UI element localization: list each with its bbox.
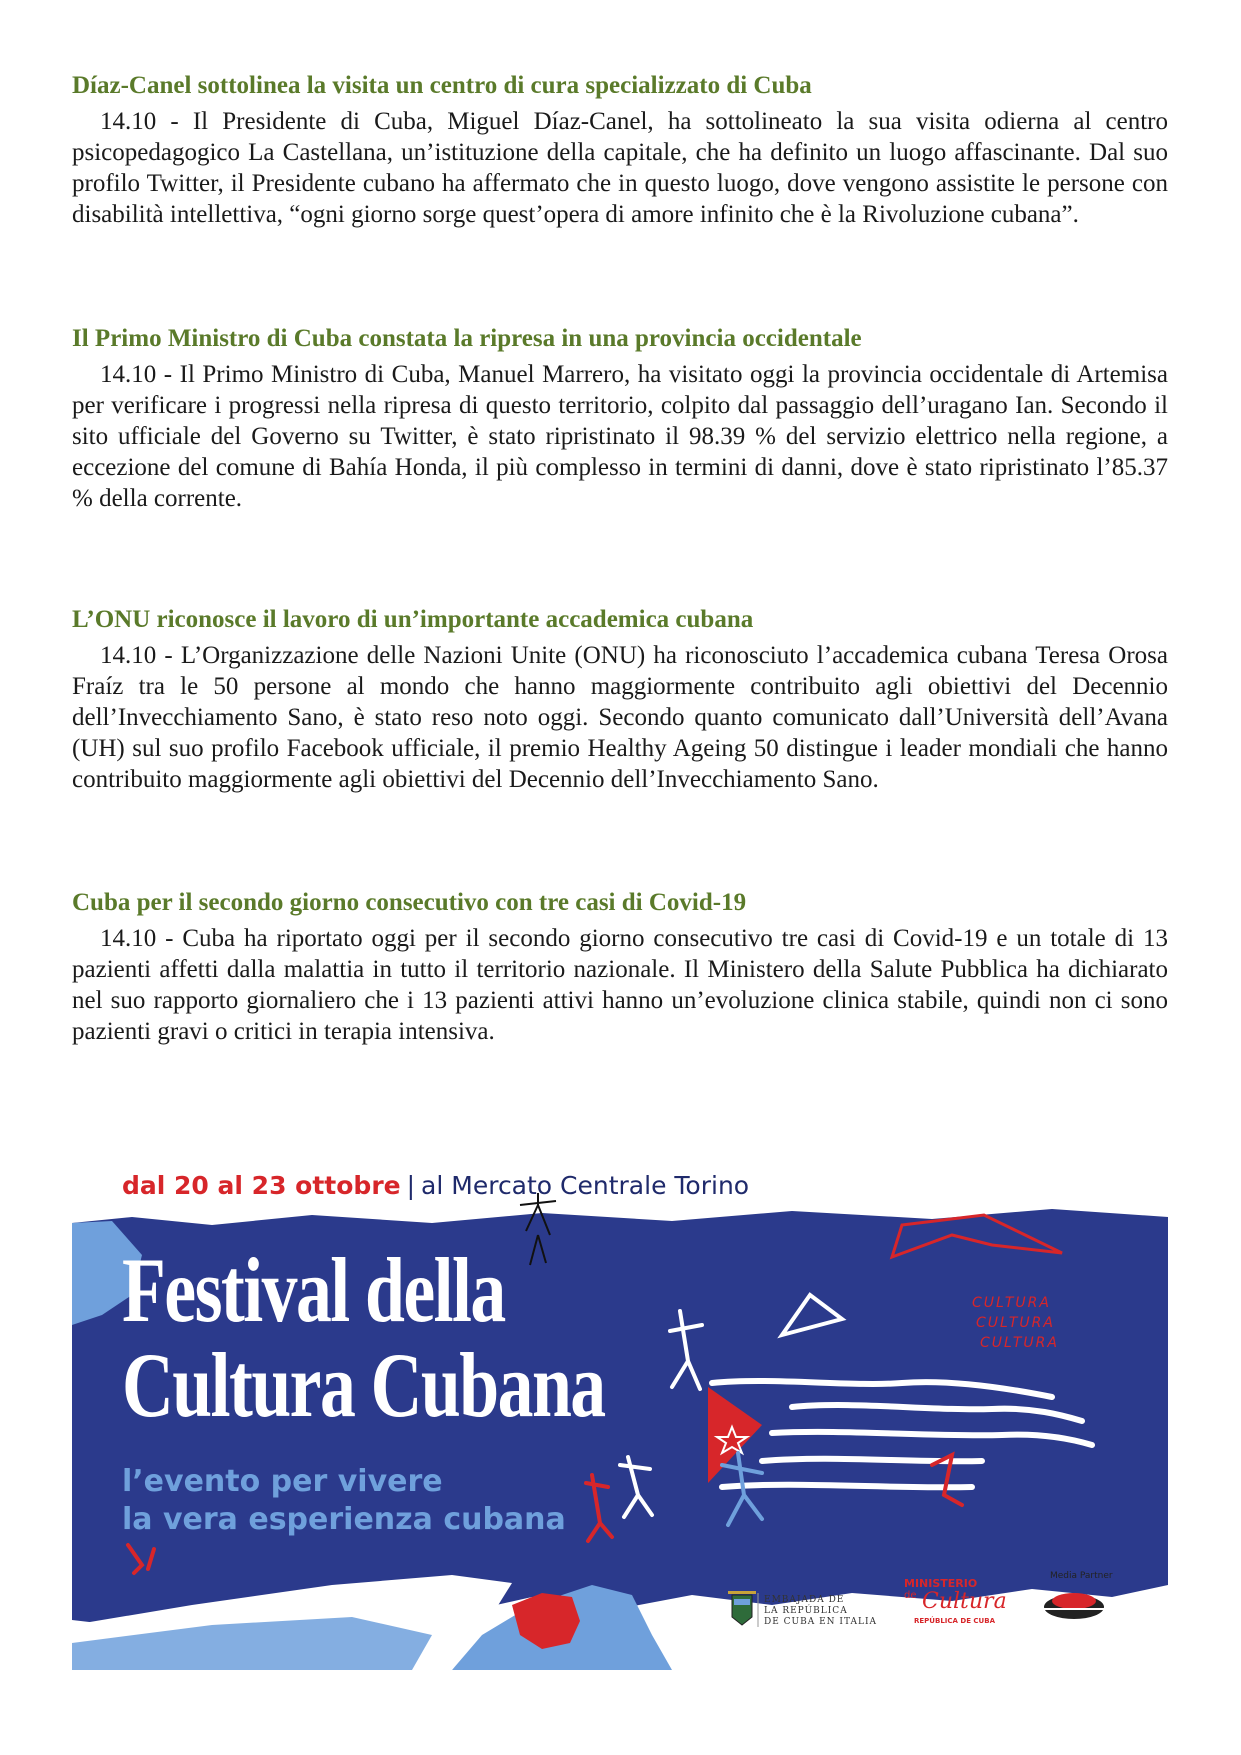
embassy-line3: DE CUBA EN ITALIA [764,1617,877,1627]
festival-poster [72,1165,1168,1670]
article-body: 14.10 - L’Organizzazione delle Nazioni Unite (ONU) ha riconosciuto l’accademica cubana Teresa Orosa Fraíz tra le 50 persone al mondo che hanno maggiormente contribuito agli obiettivi del Decennio dell’Invecchiamento Sano, è stato reso noto oggi. Secondo quanto comunicato dall’Università dell’Avana (UH) sul suo profilo Facebook ufficiale, il premio Healthy Ageing 50 distingue i leader mondiali che hanno contribuito maggiormente agli obiettivi del Decennio dell’Invecchiamento Sano. [72,642,1168,793]
media-partner-label: Media Partner [1050,1571,1113,1581]
ministry-cultura: Cultura [922,1589,1007,1614]
embassy-name [764,1595,877,1628]
embassy-line2: LA REPÚBLICA [764,1606,848,1616]
ministry-de: de [904,1590,917,1601]
ministry-label: MINISTERIO [904,1577,978,1590]
article-headline: Il Primo Ministro di Cuba constata la ripresa in una provincia occidentale [72,325,862,352]
article-body: 14.10 - Il Primo Ministro di Cuba, Manuel Marrero, ha visitato oggi la provincia occidentale di Artemisa per verificare i progressi nella ripresa di questo territorio, colpito dal passaggio dell’uragano Ian. Secondo il sito ufficiale del Governo su Twitter, è stato ripristinato il 98.39 % del servizio elettrico nella regione, a eccezione del comune di Bahía Honda, il più complesso in termini di danni, dove è stato ripristinato l’85.37 % della corrente. [72,361,1168,512]
cultura-word-3: CULTURA [980,1335,1059,1351]
article-headline: Cuba per il secondo giorno consecutivo con tre casi di Covid-19 [72,889,747,916]
article-3 [72,604,1168,795]
poster-venue: al Mercato Centrale Torino [421,1171,750,1200]
poster-date-line [122,1171,749,1200]
poster-title-line2: Cultura Cubana [122,1334,605,1436]
poster-date-range: dal 20 al 23 ottobre [122,1171,401,1200]
poster-title [122,1239,605,1436]
embassy-logo [728,1591,756,1625]
article-2 [72,323,1168,514]
article-body: 14.10 - Cuba ha riportato oggi per il secondo giorno consecutivo tre casi di Covid-19 e un totale di 13 pazienti affetti dalla malattia in tutto il territorio nazionale. Il Ministero della Salute Pubblica ha dichiarato nel suo rapporto giornaliero che i 13 pazienti attivi hanno un’evoluzione clinica stabile, quindi non ci sono pazienti gravi o critici in terapia intensiva. [72,925,1168,1045]
article-headline: Díaz-Canel sottolinea la visita un centro di cura specializzato di Cuba [72,72,812,99]
ministry-republic: REPÚBLICA DE CUBA [914,1617,995,1625]
poster-title-line1: Festival della [122,1239,505,1341]
media-partner-logo [1044,1593,1104,1619]
article-4 [72,887,1168,1047]
poster-date-separator: | [406,1171,416,1200]
article-body: 14.10 - Il Presidente di Cuba, Miguel Díaz-Canel, ha sottolineato la sua visita odierna al centro psicopedagogico La Castellana, un’istituzione della capitale, che ha definito un luogo affascinante. Dal suo profilo Twitter, il Presidente cubano ha affermato che in questo luogo, dove vengono assistite le persone con disabilità intellettiva, “ogni giorno sorge quest’opera di amore infinito che è la Rivoluzione cubana”. [72,108,1168,228]
article-1 [72,70,1168,230]
embassy-line1: EMBAJADA DE [764,1595,845,1605]
poster-subtitle-line2: la vera esperienza cubana [122,1502,566,1537]
cultura-word-2: CULTURA [976,1315,1055,1331]
poster-subtitle-line1: l’evento per vivere [122,1464,443,1499]
poster-subtitle [122,1463,566,1539]
cultura-word-1: CULTURA [972,1295,1051,1311]
article-headline: L’ONU riconosce il lavoro di un’importante accademica cubana [72,606,754,633]
